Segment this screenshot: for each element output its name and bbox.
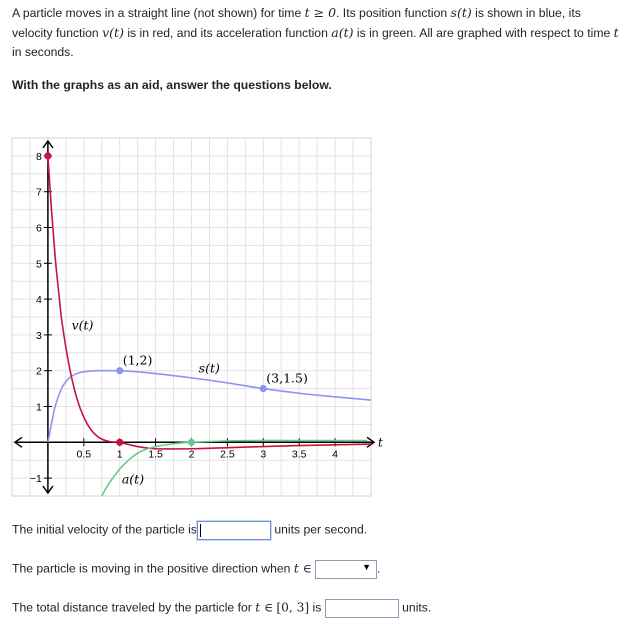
position-point xyxy=(260,385,267,392)
q3-math-t: t ∈ xyxy=(255,600,273,615)
question-total-distance xyxy=(12,599,431,618)
question-initial-velocity xyxy=(12,521,367,540)
x-tick-label: 1.5 xyxy=(148,448,163,461)
total-distance-input[interactable] xyxy=(325,599,399,618)
velocity-label: v(t) xyxy=(71,317,94,333)
intro-text-4: is in red, and its acceleration function xyxy=(123,26,332,40)
math-time-condition: t ≥ 0 xyxy=(304,5,337,20)
x-tick-label: 1 xyxy=(116,448,123,461)
y-tick-label: 4 xyxy=(36,294,42,307)
position-label: s(t) xyxy=(198,360,220,376)
intro-text-5: is in green. All are graphed with respect to time xyxy=(353,26,614,40)
x-tick-label: 3.5 xyxy=(291,448,307,461)
q2-period: . xyxy=(377,561,381,576)
q2-math: t ∈ xyxy=(293,561,312,576)
x-tick-label: 0.5 xyxy=(76,448,92,461)
dropdown-arrow-icon: ▼ xyxy=(362,562,371,572)
q1-units: units per second. xyxy=(274,522,368,537)
y-tick-label: −1 xyxy=(29,473,42,486)
y-tick-label: 1 xyxy=(36,401,42,414)
x-tick-label: 3 xyxy=(260,448,267,461)
instruction-text: With the graphs as an aid, answer the questions below. xyxy=(12,78,332,92)
initial-velocity-input[interactable] xyxy=(197,521,271,540)
q3-text: The total distance traveled by the particle for xyxy=(12,600,256,615)
q3-units: units. xyxy=(402,600,432,615)
y-tick-label: 2 xyxy=(36,365,42,378)
curve-labels xyxy=(72,318,308,487)
y-tick-label: 6 xyxy=(36,222,42,235)
velocity-point xyxy=(116,439,123,446)
y-tick-label: 8 xyxy=(36,150,42,163)
acceleration-label: a(t) xyxy=(121,471,145,487)
position-point xyxy=(116,367,123,374)
text-caret xyxy=(200,524,201,537)
q3-is: is xyxy=(309,600,322,615)
x-tick-label: 2.5 xyxy=(220,448,235,461)
x-tick-label: 2 xyxy=(188,448,195,461)
q3-math-interval: [0, 3] xyxy=(276,600,310,615)
intro-text-2: . Its position function xyxy=(336,6,451,20)
q2-text: The particle is moving in the positive direction when xyxy=(12,561,294,576)
position-point-label: (1,2) xyxy=(122,352,153,368)
acceleration-point xyxy=(188,439,195,446)
position-point-label: (3,1.5) xyxy=(266,370,308,386)
y-tick-label: 5 xyxy=(36,258,42,271)
y-tick-label: 3 xyxy=(36,329,42,342)
math-velocity-function: v(t) xyxy=(102,25,124,40)
math-acceleration-function: a(t) xyxy=(331,25,354,40)
intro-text-1: A particle moves in a straight line (not shown) for time xyxy=(12,6,305,20)
q1-text: The initial velocity of the particle is xyxy=(12,522,197,537)
intro-text-6: in seconds. xyxy=(12,45,74,59)
math-position-function: s(t) xyxy=(450,5,472,20)
y-tick-label: 7 xyxy=(36,186,42,199)
interval-dropdown[interactable] xyxy=(315,560,377,579)
x-tick-label: 4 xyxy=(332,448,339,461)
velocity-point xyxy=(44,152,51,159)
intro-text-3: is shown in blue, its velocity function xyxy=(12,6,581,40)
x-axis-label: t xyxy=(378,435,383,450)
question-positive-direction xyxy=(12,560,380,579)
math-time-variable: t xyxy=(613,25,619,40)
